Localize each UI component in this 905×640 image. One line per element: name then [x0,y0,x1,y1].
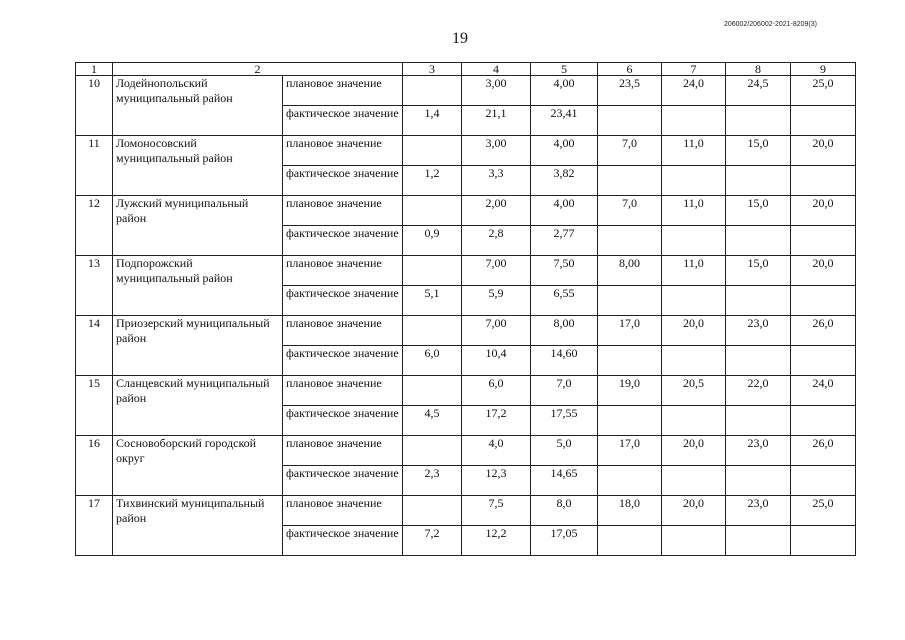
table-row [76,76,856,106]
column-header: 2 [113,63,403,76]
value-cell [791,466,856,496]
value-cell: 17,0 [598,436,662,466]
value-cell: 7,2 [403,526,462,556]
value-cell: 7,50 [531,256,598,286]
value-cell: 6,0 [462,376,531,406]
value-cell [598,406,662,436]
value-cell: 0,9 [403,226,462,256]
value-cell: 26,0 [791,436,856,466]
value-cell [726,466,791,496]
district-name: Лодейнопольский муниципальный район [113,76,283,136]
district-name: Сланцевский муниципальный район [113,376,283,436]
planned-value-label: плановое значение [283,316,403,346]
value-cell: 23,0 [726,316,791,346]
value-cell: 10,4 [462,346,531,376]
value-cell [598,166,662,196]
value-cell [598,226,662,256]
value-cell [791,406,856,436]
value-cell [598,346,662,376]
value-cell: 17,05 [531,526,598,556]
value-cell [662,346,726,376]
district-name: Приозерский муниципальный район [113,316,283,376]
row-number: 11 [76,136,113,196]
value-cell: 20,5 [662,376,726,406]
table-row [76,256,856,286]
value-cell [403,436,462,466]
value-cell: 7,0 [531,376,598,406]
actual-value-label: фактическое значение [283,526,403,556]
value-cell: 22,0 [726,376,791,406]
district-name: Сосновоборский городской округ [113,436,283,496]
row-number: 15 [76,376,113,436]
value-cell: 20,0 [662,316,726,346]
actual-value-label: фактическое значение [283,286,403,316]
value-cell [403,376,462,406]
value-cell [662,106,726,136]
value-cell: 18,0 [598,496,662,526]
value-cell: 23,41 [531,106,598,136]
value-cell: 2,77 [531,226,598,256]
value-cell [403,316,462,346]
value-cell: 3,82 [531,166,598,196]
planned-value-label: плановое значение [283,436,403,466]
value-cell: 24,0 [791,376,856,406]
value-cell: 4,5 [403,406,462,436]
actual-value-label: фактическое значение [283,346,403,376]
value-cell: 7,0 [598,196,662,226]
value-cell: 20,0 [662,496,726,526]
actual-value-label: фактическое значение [283,406,403,436]
value-cell [726,286,791,316]
value-cell: 11,0 [662,196,726,226]
column-header: 7 [662,63,726,76]
value-cell: 6,0 [403,346,462,376]
column-header: 4 [462,63,531,76]
table-row [76,196,856,226]
table-row [76,136,856,166]
value-cell: 26,0 [791,316,856,346]
value-cell [726,346,791,376]
value-cell: 23,5 [598,76,662,106]
value-cell [662,226,726,256]
value-cell [791,286,856,316]
column-header: 3 [403,63,462,76]
actual-value-label: фактическое значение [283,226,403,256]
value-cell [662,166,726,196]
value-cell: 17,55 [531,406,598,436]
value-cell: 7,0 [598,136,662,166]
value-cell [791,166,856,196]
column-header: 9 [791,63,856,76]
page-number: 19 [452,30,468,47]
value-cell: 6,55 [531,286,598,316]
value-cell: 3,3 [462,166,531,196]
value-cell [662,286,726,316]
value-cell [726,406,791,436]
value-cell: 4,0 [462,436,531,466]
value-cell: 17,0 [598,316,662,346]
value-cell: 23,0 [726,496,791,526]
value-cell [598,106,662,136]
value-cell: 4,00 [531,76,598,106]
value-cell: 2,8 [462,226,531,256]
value-cell [403,136,462,166]
column-header: 8 [726,63,791,76]
actual-value-label: фактическое значение [283,106,403,136]
value-cell: 24,0 [662,76,726,106]
value-cell [791,346,856,376]
value-cell: 7,00 [462,316,531,346]
planned-value-label: плановое значение [283,376,403,406]
value-cell: 2,00 [462,196,531,226]
district-name: Лужский муниципальный район [113,196,283,256]
row-number: 13 [76,256,113,316]
value-cell [598,526,662,556]
planned-value-label: плановое значение [283,76,403,106]
value-cell: 7,00 [462,256,531,286]
value-cell [662,526,726,556]
value-cell: 1,2 [403,166,462,196]
value-cell: 8,00 [531,316,598,346]
value-cell [791,526,856,556]
value-cell: 12,3 [462,466,531,496]
planned-value-label: плановое значение [283,256,403,286]
actual-value-label: фактическое значение [283,166,403,196]
value-cell: 20,0 [791,136,856,166]
value-cell [598,286,662,316]
value-cell: 15,0 [726,196,791,226]
value-cell: 12,2 [462,526,531,556]
value-cell: 7,5 [462,496,531,526]
column-number-header [76,63,856,76]
value-cell: 15,0 [726,136,791,166]
value-cell [662,466,726,496]
value-cell: 21,1 [462,106,531,136]
table-row [76,376,856,406]
value-cell: 5,1 [403,286,462,316]
column-header: 1 [76,63,113,76]
table-row [76,496,856,526]
value-cell [791,106,856,136]
value-cell: 25,0 [791,496,856,526]
district-name: Ломоносовский муниципальный район [113,136,283,196]
table-row [76,316,856,346]
value-cell: 1,4 [403,106,462,136]
row-number: 14 [76,316,113,376]
value-cell: 14,60 [531,346,598,376]
value-cell: 3,00 [462,76,531,106]
value-cell [726,526,791,556]
value-cell: 25,0 [791,76,856,106]
planned-value-label: плановое значение [283,196,403,226]
indicator-table [75,62,856,556]
planned-value-label: плановое значение [283,496,403,526]
table-row [76,436,856,466]
value-cell [726,226,791,256]
value-cell [662,406,726,436]
actual-value-label: фактическое значение [283,466,403,496]
column-header: 5 [531,63,598,76]
column-header: 6 [598,63,662,76]
value-cell: 3,00 [462,136,531,166]
value-cell [403,496,462,526]
value-cell: 20,0 [791,196,856,226]
value-cell: 4,00 [531,136,598,166]
value-cell: 20,0 [662,436,726,466]
value-cell: 23,0 [726,436,791,466]
value-cell: 8,0 [531,496,598,526]
row-number: 17 [76,496,113,556]
value-cell: 5,9 [462,286,531,316]
value-cell: 24,5 [726,76,791,106]
row-number: 16 [76,436,113,496]
document-id: 206002/206002-2021-8209(3) [723,21,817,28]
row-number: 12 [76,196,113,256]
value-cell [403,256,462,286]
row-number: 10 [76,76,113,136]
value-cell: 15,0 [726,256,791,286]
value-cell: 17,2 [462,406,531,436]
value-cell: 11,0 [662,136,726,166]
district-name: Подпорожский муниципальный район [113,256,283,316]
value-cell: 5,0 [531,436,598,466]
district-name: Тихвинский муниципальный район [113,496,283,556]
value-cell: 14,65 [531,466,598,496]
value-cell [726,106,791,136]
value-cell: 2,3 [403,466,462,496]
value-cell [403,196,462,226]
value-cell [598,466,662,496]
value-cell: 4,00 [531,196,598,226]
value-cell: 19,0 [598,376,662,406]
value-cell: 20,0 [791,256,856,286]
value-cell [403,76,462,106]
value-cell: 8,00 [598,256,662,286]
value-cell [726,166,791,196]
planned-value-label: плановое значение [283,136,403,166]
value-cell: 11,0 [662,256,726,286]
value-cell [791,226,856,256]
